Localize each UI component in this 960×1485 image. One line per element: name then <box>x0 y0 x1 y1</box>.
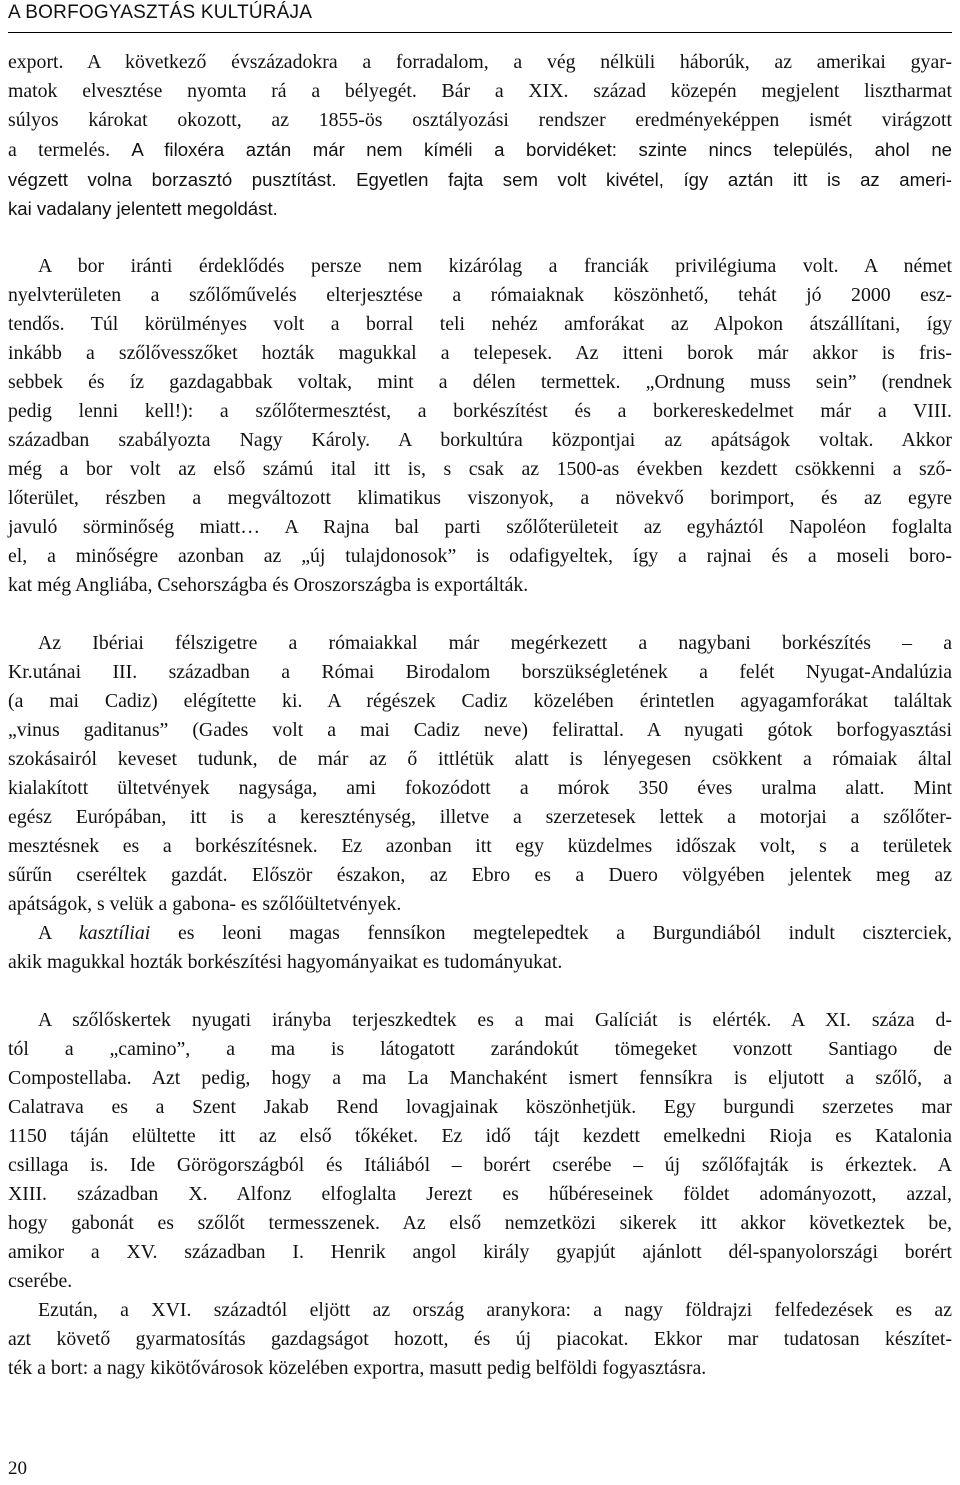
text-line: mesztésnek es a borkészítésnek. Ez azonban itt egy küzdelmes időszak volt, s a területek <box>8 835 952 857</box>
text-line: el, a minőségre azonban az „új tulajdonosok” is odafigyeltek, így a rajnai és a moseli boro- <box>8 545 952 567</box>
paragraph-france-continued <box>8 48 952 223</box>
paragraph-gap <box>8 600 952 629</box>
text-line: szokásairól keveset tudunk, de már az ő ittlétük alatt is lényegesen csökkent a rómaiak által <box>8 748 952 770</box>
paragraph-gap <box>8 223 952 252</box>
text-line: pedig lenni kell!): a szőlőtermesztést, a borkészítést és a borkereskedelmet már a VIII. <box>8 400 952 422</box>
text-line: cserébe. <box>8 1270 73 1292</box>
text-line: Calatrava es a Szent Jakab Rend lovagjainak köszönhetjük. Egy burgundi szerzetes mar <box>8 1096 952 1118</box>
text-line: 1150 táján elültette itt az első tőkéket. Ez idő tájt kezdett emelkedni Rioja es Katalonia <box>8 1125 952 1147</box>
text-line: A bor iránti érdeklődés persze nem kizárólag a franciák privilégiuma volt. A német <box>38 255 952 277</box>
text-line: kialakított ültetvények nagysága, ami fokozódott a mórok 350 éves uralma alatt. Mint <box>8 777 952 799</box>
text-line: tendős. Túl körülményes volt a borral teli nehéz amforákat az Alpokon átszállítani, így <box>8 313 952 335</box>
text-line: egész Európában, itt is a kereszténység, illetve a szerzetesek lettek a motorjai a szőlőter- <box>8 806 952 828</box>
text-segment: es leoni magas fennsíkon megtelepedtek a Burgundiából indult ciszterciek, <box>150 922 952 944</box>
page-body <box>8 48 952 1383</box>
text-line: inkább a szőlővesszőket hozták magukkal a telepesek. Az itteni borok már akkor is fris- <box>8 342 952 364</box>
text-segment: A <box>38 922 79 944</box>
text-line: csillaga is. Ide Görögországból és Itáliából – borért cserébe – új szőlőfajták is érkeztek. A <box>8 1154 952 1176</box>
running-header: A BORFOGYASZTÁS KULTÚRÁJA <box>8 2 313 23</box>
text-line: ték a bort: a nagy kikötővárosok közelében exportra, masutt pedig belföldi fogyasztásra. <box>8 1357 707 1379</box>
text-line: Ezután, a XVI. századtól eljött az ország aranykora: a nagy földrajzi felfedezések es az <box>38 1299 952 1321</box>
paragraph-gap <box>8 977 952 1006</box>
text-line: kai vadalany jelentett megoldást. <box>8 198 278 219</box>
text-segment-sans: A filoxéra aztán már nem kíméli a borvidéket: szinte nincs település, ahol ne <box>131 139 952 160</box>
text-line: tól a „camino”, a ma is látogatott zarándokút tömegeket vonzott Santiago de <box>8 1038 952 1060</box>
text-line: sebbek és íz gazdagabbak voltak, mint a délen termettek. „Ordnung muss sein” (rendnek <box>8 371 952 393</box>
text-line: matok elvesztése nyomta rá a bélyegét. Bár a XIX. század közepén megjelent lisztharmat <box>8 80 952 102</box>
paragraph-galicia <box>8 1006 952 1296</box>
text-line: sűrűn cseréltek gazdát. Először északon, az Ebro es a Duero völgyében jelentek meg az <box>8 864 952 886</box>
text-line: export. A következő évszázadokra a forradalom, a vég nélküli háborúk, az amerikai gyar- <box>8 51 952 73</box>
text-line: Az Ibériai félszigetre a rómaiakkal már megérkezett a nagybani borkészítés – a <box>38 632 952 654</box>
text-line: Kr.utánai III. században a Római Birodalom borszükségletének a felét Nyugat-Andalúzia <box>8 661 952 683</box>
paragraph-germany <box>8 252 952 600</box>
text-line: Compostellaba. Azt pedig, hogy a ma La Manchaként ismert fennsíkra is eljutott a szőlő, a <box>8 1067 952 1089</box>
text-line <box>8 919 952 948</box>
text-line: lőterület, részben a megváltozott klimatikus viszonyok, a növekvő borimport, és az egyre <box>8 487 952 509</box>
page-number: 20 <box>8 1458 27 1479</box>
text-line: A szőlőskertek nyugati irányba terjeszkedtek es a mai Galíciát is elérték. A XI. száza d- <box>38 1009 952 1031</box>
text-line: „vinus gaditanus” (Gades volt a mai Cadiz neve) felirattal. A nyugati gótok borfogyasztási <box>8 719 952 741</box>
paragraph-iberia <box>8 629 952 919</box>
header-rule <box>8 32 952 33</box>
text-line: XIII. században X. Alfonz elfoglalta Jerezt es hűbéreseinek földet adományozott, azzal, <box>8 1183 952 1205</box>
text-segment: a termelés. <box>8 139 132 161</box>
text-segment-italic: kasztíliai <box>78 922 151 944</box>
text-line: amikor a XV. században I. Henrik angol király gyapjút ajánlott dél-spanyolországi borért <box>8 1241 952 1263</box>
text-line: végzett volna borzasztó pusztítást. Egyetlen fajta sem volt kivétel, így aztán itt is az ameri- <box>8 169 952 190</box>
paragraph-castile <box>8 919 952 977</box>
text-line: apátságok, s velük a gabona- es szőlőültetvények. <box>8 893 402 915</box>
text-line: még a bor volt az első számú ital itt is, s csak az 1500-as években kezdett csökkenni a sző- <box>8 458 952 480</box>
text-line: azt követő gyarmatosítás gazdagságot hozott, és új piacokat. Ekkor mar tudatosan készítet- <box>8 1328 952 1350</box>
text-line: nyelvterületen a szőlőművelés elterjesztése a rómaiaknak köszönhető, tehát jó 2000 esz- <box>8 284 952 306</box>
text-line: akik magukkal hozták borkészítési hagyományaikat es tudományukat. <box>8 951 563 973</box>
text-line: kat még Angliába, Csehországba és Oroszországba is exportálták. <box>8 574 529 596</box>
text-line: hogy gabonát es szőlőt termesszenek. Az első nemzetközi sikerek itt akkor következtek be, <box>8 1212 952 1234</box>
paragraph-golden-age <box>8 1296 952 1383</box>
text-line: súlyos károkat okozott, az 1855-ös osztályozási rendszer eredményeképpen ismét virágzott <box>8 109 952 131</box>
text-line: (a mai Cadiz) elégítette ki. A régészek Cadiz közelében érintetlen agyagamforákat találtak <box>8 690 952 712</box>
text-line: században szabályozta Nagy Károly. A borkultúra központjai az apátságok voltak. Akkor <box>8 429 952 451</box>
text-line: javuló sörminőség miatt… A Rajna bal parti szőlőterületeit az egyháztól Napoléon foglalta <box>8 516 952 538</box>
text-line <box>8 135 952 165</box>
